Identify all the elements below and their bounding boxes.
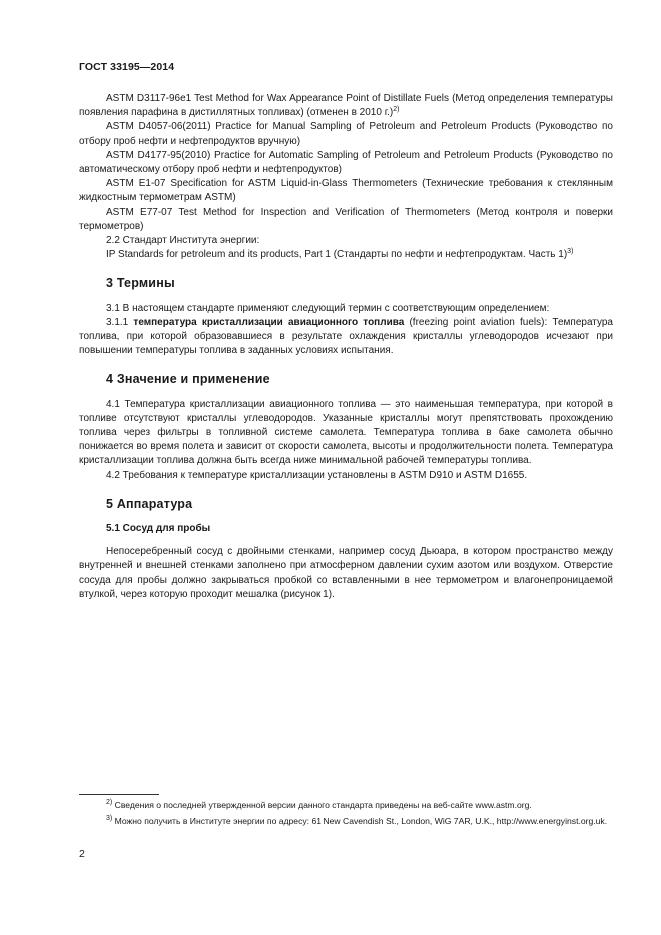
clause-3-1: 3.1 В настоящем стандарте применяют следующий термин с соответствующим определением:: [106, 302, 550, 314]
page-number: 2: [79, 848, 85, 860]
reference-ip-standards: IP Standards for petroleum and its products, Part 1 (Стандарты по нефти и нефтепродуктам. Часть 1)$^{3)}$: [106, 248, 574, 261]
reference-astm-e1: ASTM E1-07 Specification for ASTM Liquid-in-Glass Thermometers (Технические требования к стеклянным жидкостным термометрам ASTM): [79, 178, 613, 204]
footnote-3: $^{3)}$ Можно получить в Институте энергии по адресу: 61 New Cavendish St., London, WiG 7AR, U.K., http://www.energyinst.org.uk.: [106, 814, 608, 826]
footnote-2: $^{2)}$ Сведения о последней утвержденной версии данного стандарта приведены на веб-сайте www.astm.org.: [106, 799, 532, 810]
clause-3-1-1: 3.1.1 температура кристаллизации авиационного топлива (freezing point aviation fuels): Температура топлива, при которой образовавшиеся в результате охлаждения кристаллы углеводородов исчезают при повышении температуры топлива в заданных условиях испытания.: [79, 316, 613, 357]
document-body: [79, 92, 613, 602]
clause-2-2: 2.2 Стандарт Института энергии:: [106, 235, 260, 247]
reference-astm-d4057: ASTM D4057-06(2011) Practice for Manual Sampling of Petroleum and Petroleum Products (Руководство по отбору проб нефти и нефтепродуктов вручную): [79, 121, 613, 147]
footnote-ref-2[interactable]: 2): [393, 106, 400, 114]
section-4-heading: 4 Значение и применение: [106, 372, 270, 387]
document-id-header: ГОСТ 33195—2014: [79, 61, 175, 73]
reference-astm-d4177: ASTM D4177-95(2010) Practice for Automatic Sampling of Petroleum and Petroleum Products (Руководство по автоматическому отбору проб нефти и нефтепродуктов): [79, 149, 613, 176]
footnote-separator: [79, 794, 159, 795]
footnote-ref-3[interactable]: 3): [567, 248, 574, 256]
reference-astm-e77: ASTM E77-07 Test Method for Inspection and Verification of Thermometers (Метод контроля и поверки термометров): [79, 206, 613, 232]
footnotes: [79, 800, 613, 831]
section-5-heading: 5 Аппаратура: [106, 496, 193, 511]
subsection-5-1-heading: 5.1 Сосуд для пробы: [106, 523, 211, 535]
clause-5-1-text: Непосеребренный сосуд с двойными стенками, например сосуд Дьюара, в котором пространство между внутренней и внешней стенками заполнено при атмосферном давлении сухим азотом или воздухом. Отверстие сосуда для пробы должно закрываться пробкой со вставленными в нее термометром и влагонепроницаемой втулкой, через которую проходит мешалка (рисунок 1).: [79, 546, 613, 600]
defined-term: температура кристаллизации авиационного топлива: [133, 316, 405, 328]
reference-astm-d3117: ASTM D3117-96e1 Test Method for Wax Appearance Point of Distillate Fuels (Метод определения температуры появления парафина в дистиллятных топливах) (отменен в 2010 г.)$^{2)}$: [79, 93, 613, 119]
section-3-heading: 3 Термины: [106, 276, 175, 291]
clause-4-1: 4.1 Температура кристаллизации авиационного топлива — это наименьшая температура, при которой в топливе отсутствуют кристаллы углеводородов. Указанные кристаллы могут препятствовать прохождению топлива через фильтры в топливной системе самолета. Температура топлива в баке самолета обычно понижается во время полета и зависит от скорости самолета, высоты и продолжительности полета. Температура кристаллизации топлива должна быть всегда ниже минимальной рабочей температуры топлива.: [79, 398, 613, 467]
clause-4-2: 4.2 Требования к температуре кристаллизации установлены в ASTM D910 и ASTM D1655.: [106, 469, 528, 481]
